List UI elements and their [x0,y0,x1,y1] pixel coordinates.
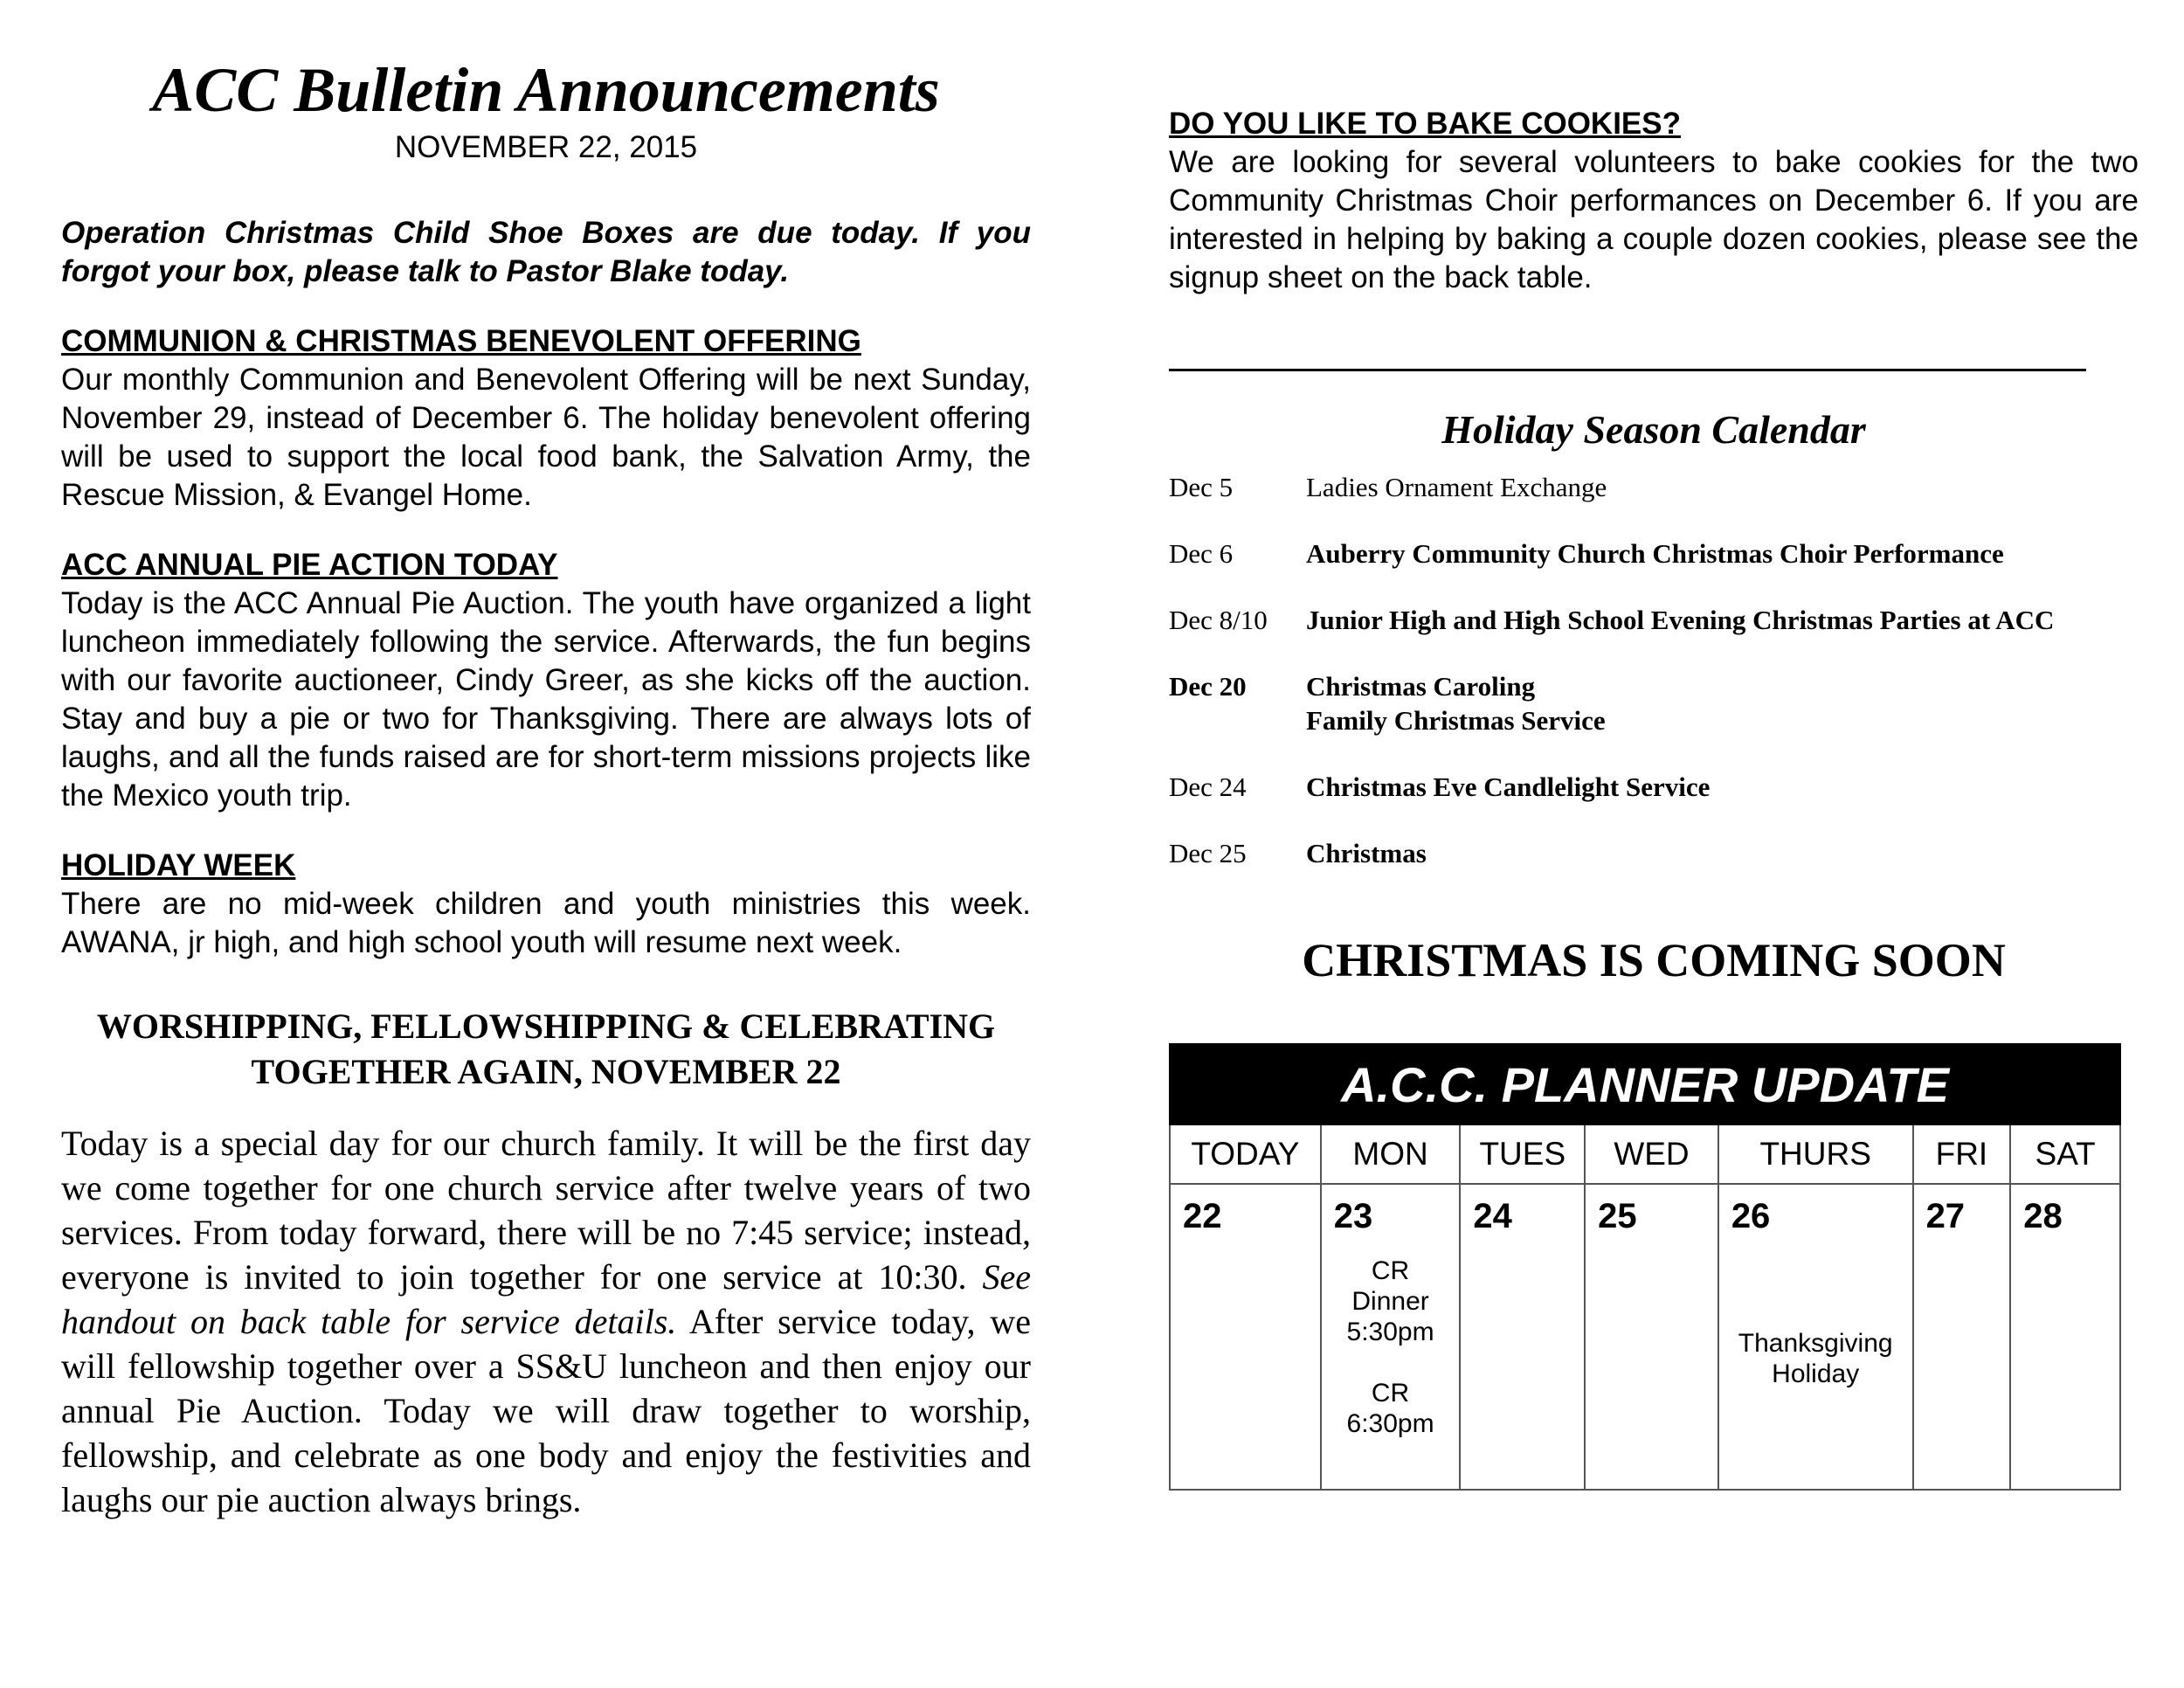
planner-day-name: THURS [1718,1124,1913,1184]
day-note [1719,1328,1912,1389]
calendar-event: Junior High and High School Evening Christmas Parties at ACC [1306,605,2055,635]
calendar-date: Dec 24 [1169,771,1247,802]
calendar-event: Christmas [1306,838,1427,868]
worship-body-italic: See handout on back table for service details. [61,1257,1031,1342]
day-number: 25 [1598,1197,1637,1235]
christmas-banner: CHRISTMAS IS COMING SOON [1302,934,2006,986]
note-line: Thanksgiving [1738,1329,1893,1358]
planner-day-cell [1460,1184,1585,1490]
planner-day-cell [1321,1184,1461,1490]
planner-header-row [1170,1124,2120,1184]
lead-announcement: Operation Christmas Child Shoe Boxes are due today. If you forgot your box, please talk to Pastor Blake today. [61,216,1031,289]
calendar-title: Holiday Season Calendar [1441,407,1866,452]
planner-table [1169,1043,2121,1491]
calendar-event: Ladies Ornament Exchange [1306,472,1607,502]
calendar-event [1306,669,2139,737]
day-number: 27 [1925,1197,1966,1235]
section-holiday-week [61,847,1031,962]
planner-day-name: TUES [1460,1124,1585,1184]
section-body: We are looking for several volunteers to bake cookies for the two Community Christmas Choir performances on December 6. If you are interested in helping by baking a couple dozen cookies, please see the signup sheet on the back table. [1169,145,2139,294]
note-line: CR [1371,1256,1410,1285]
calendar-date: Dec 20 [1169,671,1247,702]
worship-body-text: After service today, we will fellowship together over a SS&U luncheon and then enjoy our annual Pie Auction. Today we will draw together to worship, fellowship, and celebrate as one body and enjoy the festivities and laughs our pie auction always brings. [61,1302,1031,1520]
note-line: Dinner [1351,1287,1429,1316]
planner-day-name: MON [1321,1124,1461,1184]
divider [1169,369,2086,371]
calendar-row [1169,669,2139,737]
planner-day-name: SAT [2010,1124,2120,1184]
bulletin-date: NOVEMBER 22, 2015 [394,130,698,165]
planner-day-name: TODAY [1170,1124,1321,1184]
section-body: Our monthly Communion and Benevolent Offering will be next Sunday, November 29, instead of December 6. The holiday benevolent offering will be used to support the local food bank, the Salvation Army, the Rescue Mission, & Evangel Home. [61,363,1031,513]
planner-days-row [1170,1184,2120,1490]
worship-body [61,1121,1031,1522]
planner-day-cell [1718,1184,1913,1490]
section-heading: COMMUNION & CHRISTMAS BENEVOLENT OFFERING [61,324,861,359]
worship-heading [61,1004,1031,1095]
day-number: 26 [1731,1197,1771,1235]
planner-day-cell [1170,1184,1321,1490]
note-line: CR [1371,1379,1410,1408]
planner-day-cell [1913,1184,2011,1490]
worship-body-text: Today is a special day for our church family. It will be the first day we come together for one church service after twelve years of two services. From today forward, there will be no 7:45 service; instead, everyone is invited to join together for one service at 10:30. [61,1124,1031,1297]
planner-title: A.C.C. PLANNER UPDATE [1170,1044,2120,1124]
day-number: 22 [1183,1197,1222,1235]
section-communion [61,322,1031,515]
calendar-date: Dec 6 [1169,538,1234,569]
calendar-date: Dec 8/10 [1169,605,1268,635]
calendar-row [1169,470,2139,504]
section-worship [61,1004,1031,1522]
planner-day-cell [1585,1184,1718,1490]
section-heading: HOLIDAY WEEK [61,848,296,883]
planner-day-name: WED [1585,1124,1718,1184]
section-heading: ACC ANNUAL PIE ACTION TODAY [61,548,558,583]
day-number: 24 [1473,1197,1512,1235]
calendar-row [1169,536,2139,571]
page-title: ACC Bulletin Announcements [152,55,940,125]
planner-day-cell [2010,1184,2120,1490]
left-column [61,52,1031,1522]
calendar-row [1169,836,2139,870]
note-line: 5:30pm [1346,1318,1434,1346]
calendar-row [1169,603,2139,637]
day-number: 28 [2023,1197,2063,1235]
calendar-date: Dec 25 [1169,838,1247,868]
worship-heading-line2: TOGETHER AGAIN, NOVEMBER 22 [251,1052,841,1092]
right-column [1169,105,2139,1491]
calendar-list [1169,470,2139,870]
section-body: There are no mid-week children and youth ministries this week. AWANA, jr high, and high school youth will resume next week. [61,887,1031,960]
section-cookies [1169,105,2139,297]
calendar-date: Dec 5 [1169,472,1234,502]
calendar-event: Christmas Eve Candlelight Service [1306,771,1711,802]
section-pie-auction [61,546,1031,815]
section-body: Today is the ACC Annual Pie Auction. The youth have organized a light luncheon immediately following the service. Afterwards, the fun begins with our favorite auctioneer, Cindy Greer, as she kicks off the auction. Stay and buy a pie or two for Thanksgiving. There are always lots of laughs, and all the funds raised are for short-term missions projects like the Mexico youth trip. [61,586,1031,813]
worship-heading-line1: WORSHIPPING, FELLOWSHIPPING & CELEBRATING [96,1007,996,1047]
section-heading: DO YOU LIKE TO BAKE COOKIES? [1169,107,1681,141]
note-line: 6:30pm [1346,1409,1434,1438]
planner-day-name: FRI [1913,1124,2011,1184]
day-note [1322,1256,1460,1439]
calendar-event: Auberry Community Church Christmas Choir Performance [1306,538,2004,569]
day-number: 23 [1333,1197,1373,1235]
calendar-event-line: Christmas Caroling [1306,671,1536,702]
calendar-event-line: Family Christmas Service [1306,705,1606,736]
calendar-row [1169,770,2139,804]
note-line: Holiday [1772,1359,1860,1388]
